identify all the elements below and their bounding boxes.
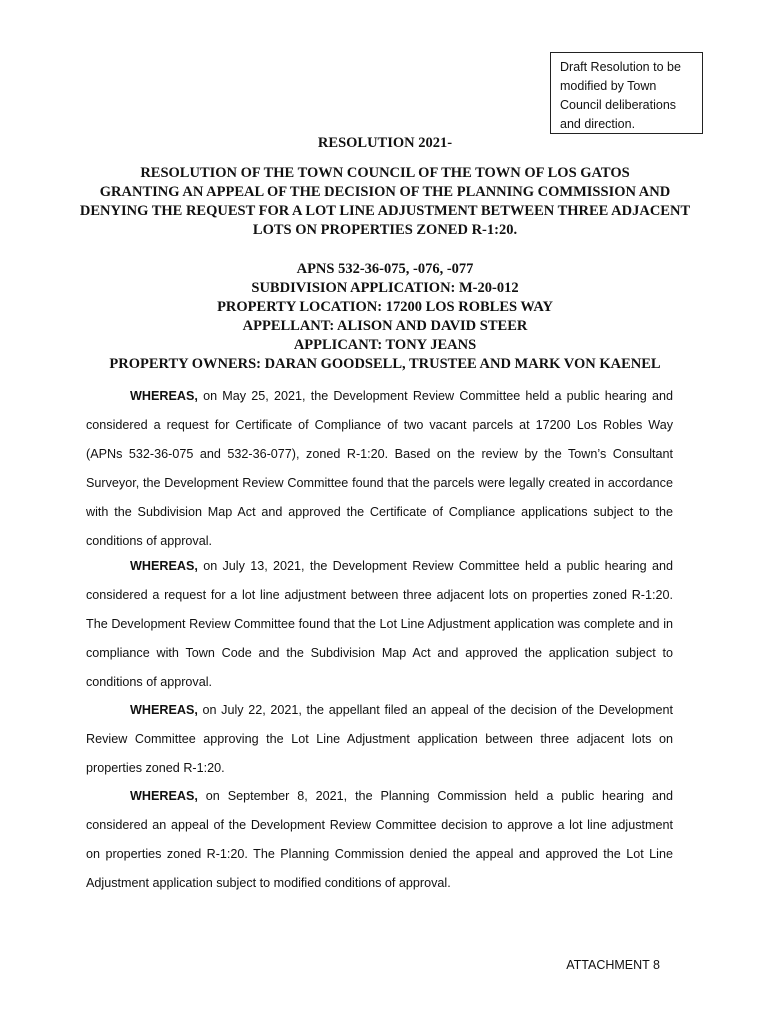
whereas-paragraph-1 (86, 382, 673, 555)
paragraph-text: on July 13, 2021, the Development Review Committee held a public hearing and considered a request for a lot line adjustment between three adjacent lots on properties zoned R-1:20. The Development Review Committee found that the Lot Line Adjustment application was complete and in compliance with Town Code and the Subdivision Map Act and approved the application subject to conditions of approval. (86, 559, 673, 689)
location-line: PROPERTY LOCATION: 17200 LOS ROBLES WAY (217, 299, 553, 315)
whereas-paragraph-2 (86, 552, 673, 697)
title-line: DENYING THE REQUEST FOR A LOT LINE ADJUSTMENT BETWEEN THREE ADJACENT (79, 203, 691, 219)
subdivision-line: SUBDIVISION APPLICATION: M-20-012 (251, 280, 519, 296)
apns-line: APNS 532-36-075, -076, -077 (296, 261, 474, 277)
draft-note-box (550, 52, 703, 134)
whereas-paragraph-4 (86, 782, 673, 898)
whereas-lead: WHEREAS, (130, 703, 198, 717)
applicant-line: APPLICANT: TONY JEANS (293, 337, 477, 353)
title-line: LOTS ON PROPERTIES ZONED R-1:20. (252, 222, 518, 238)
resolution-title (0, 164, 770, 240)
draft-note-text: Draft Resolution to be modified by Town Council deliberations and direction. (560, 60, 681, 131)
paragraph-text: on May 25, 2021, the Development Review Committee held a public hearing and considered a request for Certificate of Compliance of two vacant parcels at 17200 Los Robles Way (APNs 532-36-075 and 532-36-077), zoned R-1:20. Based on the review by the Town’s Consultant Surveyor, the Development Review Committee found that the parcels were legally created in accordance with the Subdivision Map Act and approved the Certificate of Compliance applications subject to the conditions of approval. (86, 389, 673, 548)
owners-line: PROPERTY OWNERS: DARAN GOODSELL, TRUSTEE AND MARK VON KAENEL (109, 356, 661, 372)
whereas-lead: WHEREAS, (130, 559, 198, 573)
appellant-line: APPELLANT: ALISON AND DAVID STEER (242, 318, 528, 334)
whereas-paragraph-3 (86, 696, 673, 783)
title-line: RESOLUTION OF THE TOWN COUNCIL OF THE TOWN OF LOS GATOS (140, 165, 630, 181)
property-details (0, 260, 770, 374)
attachment-label: ATTACHMENT 8 (566, 958, 660, 972)
paragraph-text: on July 22, 2021, the appellant filed an appeal of the decision of the Development Review Committee approving the Lot Line Adjustment application between three adjacent lots on properties zoned R-1:20. (86, 703, 673, 775)
whereas-lead: WHEREAS, (130, 789, 198, 803)
resolution-number: RESOLUTION 2021- (317, 135, 453, 151)
whereas-lead: WHEREAS, (130, 389, 198, 403)
paragraph-text: on September 8, 2021, the Planning Commission held a public hearing and considered an appeal of the Development Review Committee decision to approve a lot line adjustment on properties zoned R-1:20. The Planning Commission denied the appeal and approved the Lot Line Adjustment application subject to modified conditions of approval. (86, 789, 673, 890)
title-line: GRANTING AN APPEAL OF THE DECISION OF THE PLANNING COMMISSION AND (99, 184, 671, 200)
